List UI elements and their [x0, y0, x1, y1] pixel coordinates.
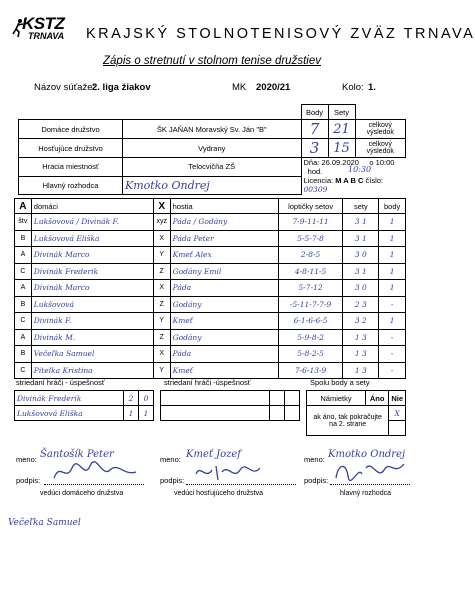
match-set-scores: 5-7-12 — [278, 280, 343, 297]
sety-col-header: sety — [343, 199, 379, 214]
home-col-header: domáci — [31, 199, 153, 214]
match-set-scores: 5-5-7-8 — [278, 230, 343, 247]
match-away-player: Godány Emil — [170, 263, 278, 280]
match-home-player: Divinák Frederik — [31, 263, 153, 280]
away-result-label: celkový výsledok — [355, 139, 406, 158]
team-x-marker: X — [153, 199, 170, 214]
match-points: - — [379, 329, 406, 346]
referee-value: Kmotko Ondrej — [123, 176, 302, 194]
match-home-player: Večeľka Samuel — [31, 346, 153, 363]
match-home-code: štv — [15, 214, 32, 231]
match-home-code: A — [15, 329, 32, 346]
season-value: 2020/21 — [256, 82, 291, 93]
sets-col-header: loptičky setov — [278, 199, 343, 214]
time-handwritten: 10:30 — [348, 165, 372, 174]
match-home-code: A — [15, 280, 32, 297]
venue-value: Telocvičňa ZŠ — [123, 158, 302, 177]
match-sets-won: 3 0 — [343, 247, 379, 264]
date-value: 26.09.2020 — [321, 158, 359, 167]
date-label: Dňa: — [303, 158, 320, 167]
match-set-scores: 7-9-11-11 — [278, 214, 343, 231]
time-label: o — [369, 158, 374, 167]
match-points: 1 — [379, 313, 406, 330]
match-set-scores: 2-8-5 — [278, 247, 343, 264]
match-sets-won: 3 1 — [343, 263, 379, 280]
licence-options: M A B C — [335, 176, 364, 185]
match-sets-won: 1 3 — [343, 346, 379, 363]
competition-value: 2. liga žiakov — [92, 82, 151, 93]
totals-label: Spolu body a sety — [310, 378, 370, 387]
match-home-code: C — [15, 313, 32, 330]
licence-number: 00309 — [303, 185, 328, 194]
home-leader-name: Šantošík Peter — [40, 449, 114, 460]
home-leader-sign-label: podpis: — [16, 476, 41, 485]
match-home-player: Lukšovová Eliška — [31, 230, 153, 247]
match-points: 1 — [379, 214, 406, 231]
match-home-code: B — [15, 230, 32, 247]
match-home-player: Lukšovová — [31, 296, 153, 313]
match-away-code: X — [153, 280, 170, 297]
match-set-scores: 7-6-13-9 — [278, 362, 343, 379]
home-team-label: Domáce družstvo — [19, 120, 123, 139]
round-value: 1. — [368, 82, 376, 93]
match-points: 1 — [379, 280, 406, 297]
round-label: Kolo: — [342, 82, 364, 93]
match-home-player: Divinák Marco — [31, 280, 153, 297]
referee-sign-label: podpis: — [304, 476, 329, 485]
home-sub-1-p: 0 — [139, 391, 154, 406]
sety-col-header: Sety — [328, 105, 355, 120]
home-sub-2-name: Lukšovová Eliška — [15, 406, 124, 421]
referee-name-label: meno: — [304, 455, 325, 464]
kstz-logo — [12, 14, 82, 48]
protest-label: Námietky — [307, 391, 366, 406]
referee-signature-icon — [332, 456, 408, 484]
match-away-player: Páda / Godány — [170, 214, 278, 231]
match-away-code: Y — [153, 247, 170, 264]
protest-note: ak áno, tak pokračujte na 2. strane — [307, 406, 389, 436]
away-leader-sign-label: podpis: — [160, 476, 185, 485]
logo-text: KSTZ — [22, 14, 65, 33]
season-label: MK — [232, 82, 247, 93]
home-leader-name-label: meno: — [16, 455, 37, 464]
home-result-label: celkový výsledok — [355, 120, 406, 139]
licence-suffix: číslo: — [365, 176, 384, 185]
match-points: - — [379, 346, 406, 363]
away-leader-name-label: meno: — [160, 455, 181, 464]
home-sub-2-p: 1 — [139, 406, 154, 421]
body-col-header: Body — [301, 105, 328, 120]
home-subs-table — [14, 390, 154, 421]
match-home-player: Divinák M. — [31, 329, 153, 346]
match-home-player: Lukšovová / Divinák F. — [31, 214, 153, 231]
referee-name: Kmotko Ondrej — [328, 449, 406, 460]
match-set-scores: 5-8-2-5 — [278, 346, 343, 363]
protest-yes: Áno — [366, 391, 389, 406]
match-home-code: A — [15, 247, 32, 264]
match-row — [15, 313, 406, 330]
match-away-player: Kmeť — [170, 313, 278, 330]
match-away-code: xyz — [153, 214, 170, 231]
body-col-header: body — [379, 199, 406, 214]
match-home-code: C — [15, 263, 32, 280]
match-row — [15, 280, 406, 297]
match-points: - — [379, 296, 406, 313]
match-set-scores: 5-9-8-2 — [278, 329, 343, 346]
match-sets-won: 3 0 — [343, 280, 379, 297]
match-away-code: Z — [153, 329, 170, 346]
away-leader-name: Kmeť Jozef — [186, 449, 241, 460]
away-team-name: Vydrany — [123, 139, 302, 158]
logo-subtext: TRNAVA — [28, 31, 65, 41]
match-sets-won: 3 2 — [343, 313, 379, 330]
match-points: - — [379, 362, 406, 379]
home-sub-2-v: 1 — [124, 406, 139, 421]
match-set-scores: -5-11-7-7-9 — [278, 296, 343, 313]
match-home-player: Pitelka Kristina — [31, 362, 153, 379]
match-away-code: Z — [153, 296, 170, 313]
match-away-code: Y — [153, 313, 170, 330]
match-row — [15, 346, 406, 363]
licence-label: Licencia: — [303, 176, 334, 185]
match-points: 1 — [379, 247, 406, 264]
footer-note: Večeľka Samuel — [8, 518, 81, 528]
match-row — [15, 230, 406, 247]
protest-table — [306, 390, 406, 436]
home-sub-1-name: Divinák Frederik — [15, 391, 124, 406]
match-home-code: B — [15, 346, 32, 363]
document-subtitle: Zápis o stretnutí v stolnom tenise družstiev — [103, 55, 321, 67]
home-leader-signature-icon — [50, 458, 140, 484]
match-home-code: C — [15, 362, 32, 379]
time-value: 10:00 — [375, 158, 395, 167]
match-set-scores: 4-8-11-5 — [278, 263, 343, 280]
match-row — [15, 362, 406, 379]
match-home-code: B — [15, 296, 32, 313]
match-away-player: Godány — [170, 296, 278, 313]
away-col-header: hostia — [170, 199, 278, 214]
match-away-code: X — [153, 230, 170, 247]
home-team-name: ŠK JAŇAN Moravský Sv. Ján "B" — [123, 120, 302, 139]
match-away-player: Godány — [170, 329, 278, 346]
match-sets-won: 1 3 — [343, 362, 379, 379]
match-points: 1 — [379, 230, 406, 247]
match-away-code: Y — [153, 362, 170, 379]
away-subs-label: striedaní hráči -úspešnosť — [164, 378, 251, 387]
home-leader-role: vedúci domáceho družstva — [40, 490, 124, 497]
match-away-player: Kmeť Alex — [170, 247, 278, 264]
match-row — [15, 296, 406, 313]
match-row — [15, 247, 406, 264]
match-row — [15, 263, 406, 280]
match-sets-won: 3 1 — [343, 230, 379, 247]
referee-role: hlavný rozhodca — [340, 490, 391, 497]
match-sets-won: 3 1 — [343, 214, 379, 231]
away-leader-role: vedúci hosťujúceho družstva — [174, 490, 264, 497]
home-sety: 21 — [328, 120, 355, 139]
match-away-player: Páda — [170, 280, 278, 297]
match-points: 1 — [379, 263, 406, 280]
away-subs-table — [160, 390, 300, 421]
match-row — [15, 329, 406, 346]
match-away-player: Kmeť — [170, 362, 278, 379]
venue-label: Hracia miestnosť — [19, 158, 123, 177]
match-home-player: Divinák Marco — [31, 247, 153, 264]
away-body: 3 — [301, 139, 328, 158]
competition-label: Názov súťaže: — [34, 82, 96, 93]
team-a-marker: A — [15, 199, 32, 214]
away-leader-signature-icon — [192, 458, 264, 484]
matches-table — [14, 198, 406, 379]
home-body: 7 — [301, 120, 328, 139]
match-away-player: Páda Peter — [170, 230, 278, 247]
home-subs-label: striedaní hráči - úspešnosť — [16, 378, 105, 387]
match-away-code: Z — [153, 263, 170, 280]
team-info-table — [18, 104, 406, 195]
match-home-player: Divinák F. — [31, 313, 153, 330]
match-sets-won: 1 3 — [343, 329, 379, 346]
protest-no-mark: X — [389, 406, 406, 421]
match-set-scores: 6-1-6-6-5 — [278, 313, 343, 330]
match-away-code: X — [153, 346, 170, 363]
match-rows — [15, 214, 406, 379]
away-team-label: Hosťujúce družstvo — [19, 139, 123, 158]
match-row — [15, 214, 406, 231]
protest-no: Nie — [389, 391, 406, 406]
match-sets-won: 2 3 — [343, 296, 379, 313]
referee-label: Hlavný rozhodca — [19, 176, 123, 194]
home-sub-1-v: 2 — [124, 391, 139, 406]
away-sety: 15 — [328, 139, 355, 158]
time-unit: hod. — [307, 167, 323, 176]
federation-title: KRAJSKÝ STOLNOTENISOVÝ ZVÄZ TRNAVA — [86, 26, 475, 42]
match-away-player: Páda — [170, 346, 278, 363]
